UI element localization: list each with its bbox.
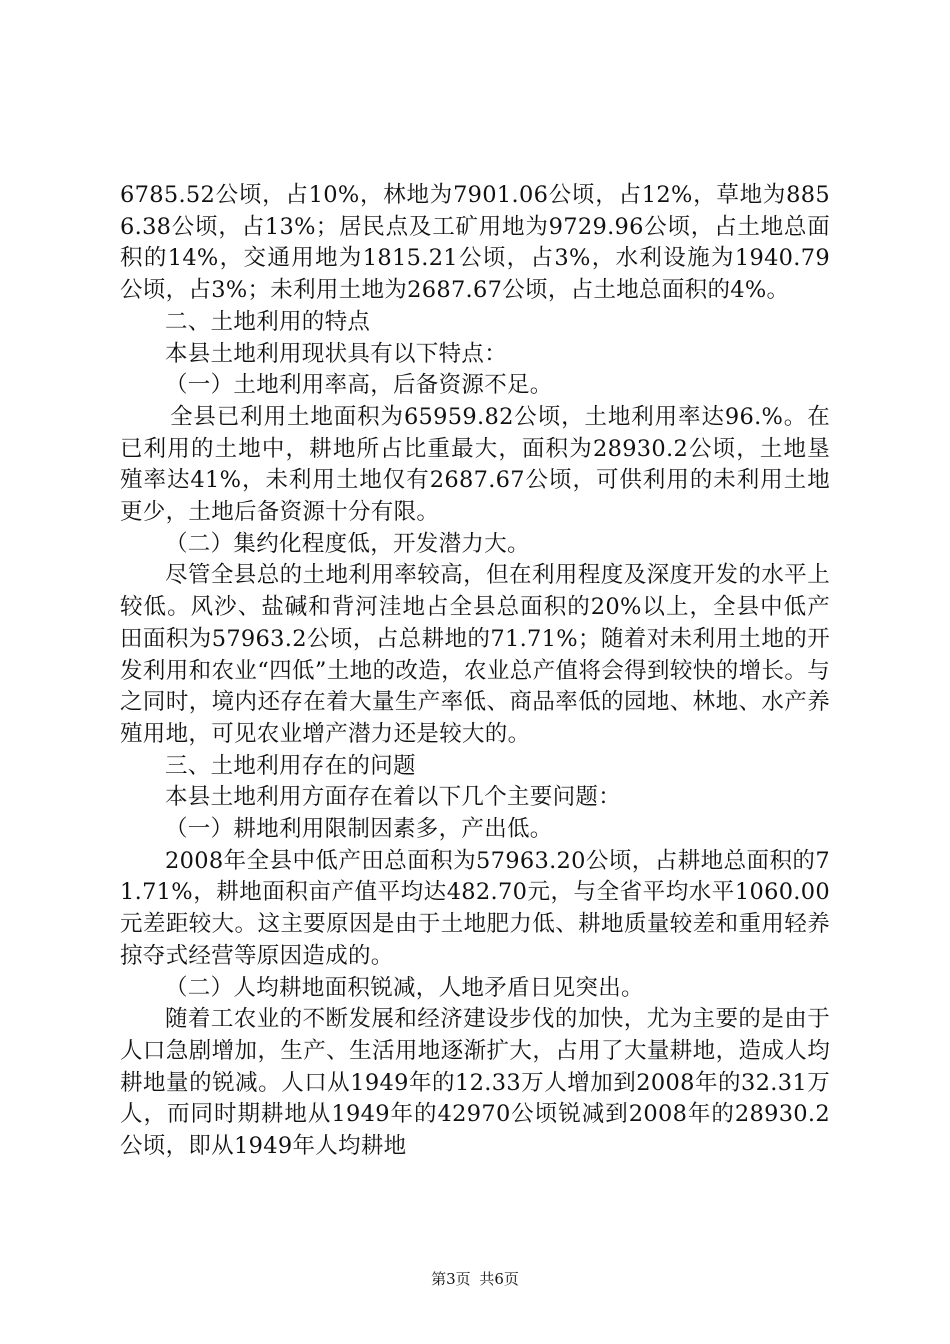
paragraph: 尽管全县总的土地利用率较高，但在利用程度及深度开发的水平上较低。风沙、盐碱和背河洼地占全县总面积的20%以上，全县中低产田面积为57963.2公顷，占总耕地的71.71%；随着对未利用土地的开发利用和农业“四低”土地的改造，农业总产值将会得到较快的增长。与之同时，境内还存在着大量生产率低、商品率低的园地、林地、水产养殖用地，可见农业增产潜力还是较大的。 xyxy=(120,562,830,747)
section-heading: 二、土地利用的特点 xyxy=(165,308,371,335)
subsection-heading: （二）集约化程度低，开发潜力大。 xyxy=(165,530,530,557)
page-footer xyxy=(0,1268,950,1289)
paragraph: 随着工农业的不断发展和经济建设步伐的加快，尤为主要的是由于人口急剧增加，生产、生活用地逐渐扩大，占用了大量耕地，造成人均耕地量的锐减。人口从1949年的12.33万人增加到2008年的32.31万人，而同时期耕地从1949年的42970公顷锐减到2008年的28930.2公顷，即从1949年人均耕地 xyxy=(120,1006,830,1160)
paragraph: 全县已利用土地面积为65959.82公顷，土地利用率达96.%。在已利用的土地中，耕地所占比重最大，面积为28930.2公顷，土地垦殖率达41%，未利用土地仅有2687.67公顷，可供利用的未利用土地更少，土地后备资源十分有限。 xyxy=(120,403,830,526)
paragraph: 本县土地利用方面存在着以下几个主要问题： xyxy=(165,784,622,811)
subsection-heading: （二）人均耕地面积锐减，人地矛盾日见突出。 xyxy=(165,974,644,1001)
page-total: 共6页 xyxy=(479,1270,519,1288)
paragraph: 2008年全县中低产田总面积为57963.20公顷，占耕地总面积的71.71%，耕地面积亩产值平均达482.70元，与全省平均水平1060.00元差距较大。这主要原因是由于土地肥力低、耕地质量较差和重用轻养掠夺式经营等原因造成的。 xyxy=(120,847,830,969)
paragraph: 本县土地利用现状具有以下特点： xyxy=(165,340,508,367)
subsection-heading: （一）耕地利用限制因素多，产出低。 xyxy=(165,816,553,843)
page-number: 第3页 xyxy=(431,1270,471,1288)
subsection-heading: （一）土地利用率高，后备资源不足。 xyxy=(165,372,553,399)
paragraph: 6785.52公顷，占10%，林地为7901.06公顷，占12%，草地为8856.38公顷，占13%；居民点及工矿用地为9729.96公顷，占土地总面积的14%，交通用地为1815.21公顷，占3%，水利设施为1940.79公顷，占3%；未利用土地为2687.67公顷，占土地总面积的4%。 xyxy=(120,182,830,304)
document-body xyxy=(120,180,830,1163)
section-heading: 三、土地利用存在的问题 xyxy=(165,752,416,779)
